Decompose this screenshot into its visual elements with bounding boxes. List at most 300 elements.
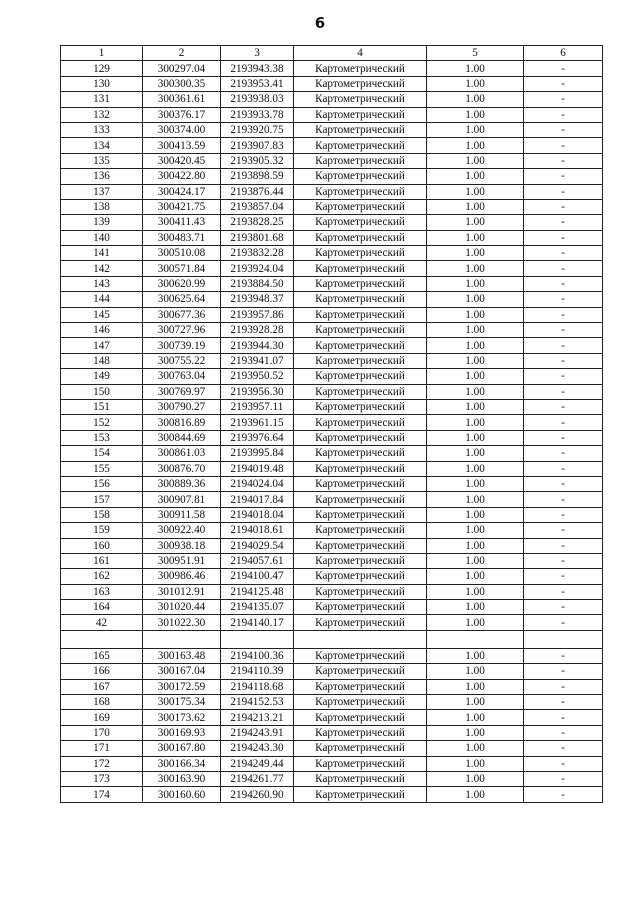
table-row: [61, 138, 603, 153]
description-cell: -: [524, 230, 603, 245]
accuracy-cell: 1.00: [427, 461, 524, 476]
table-row: [61, 353, 603, 368]
point-number-cell: 152: [61, 415, 143, 430]
method-cell: Картометрический: [294, 771, 427, 786]
y-coordinate-cell: 2193801.68: [221, 230, 294, 245]
x-coordinate-cell: 300361.61: [143, 92, 221, 107]
description-cell: -: [524, 184, 603, 199]
description-cell: -: [524, 664, 603, 679]
description-cell: -: [524, 246, 603, 261]
description-cell: -: [524, 725, 603, 740]
x-coordinate-cell: 300625.64: [143, 292, 221, 307]
method-cell: Картометрический: [294, 138, 427, 153]
x-coordinate-cell: 300727.96: [143, 323, 221, 338]
description-cell: -: [524, 523, 603, 538]
y-coordinate-cell: 2194100.47: [221, 569, 294, 584]
description-cell: -: [524, 169, 603, 184]
description-cell: -: [524, 369, 603, 384]
y-coordinate-cell: 2194029.54: [221, 538, 294, 553]
table-row: [61, 756, 603, 771]
y-coordinate-cell: 2193957.11: [221, 399, 294, 414]
x-coordinate-cell: 300172.59: [143, 679, 221, 694]
x-coordinate-cell: 300922.40: [143, 523, 221, 538]
point-number-cell: 146: [61, 323, 143, 338]
method-cell: Картометрический: [294, 76, 427, 91]
point-number-cell: 145: [61, 307, 143, 322]
point-number-cell: 159: [61, 523, 143, 538]
point-number-cell: 149: [61, 369, 143, 384]
description-cell: -: [524, 741, 603, 756]
point-number-cell: 143: [61, 276, 143, 291]
description-cell: -: [524, 538, 603, 553]
method-cell: Картометрический: [294, 492, 427, 507]
point-number-cell: 162: [61, 569, 143, 584]
method-cell: Картометрический: [294, 307, 427, 322]
description-cell: -: [524, 215, 603, 230]
table-row: [61, 415, 603, 430]
description-cell: -: [524, 492, 603, 507]
y-coordinate-cell: 2193956.30: [221, 384, 294, 399]
table-row: [61, 725, 603, 740]
accuracy-cell: 1.00: [427, 323, 524, 338]
description-cell: -: [524, 679, 603, 694]
point-number-cell: 134: [61, 138, 143, 153]
method-cell: Картометрический: [294, 600, 427, 615]
y-coordinate-cell: 2193907.83: [221, 138, 294, 153]
accuracy-cell: 1.00: [427, 169, 524, 184]
accuracy-cell: 1.00: [427, 276, 524, 291]
method-cell: Картометрический: [294, 725, 427, 740]
method-cell: Картометрический: [294, 741, 427, 756]
table-row: [61, 230, 603, 245]
x-coordinate-cell: 300816.89: [143, 415, 221, 430]
x-coordinate-cell: 300167.80: [143, 741, 221, 756]
point-number-cell: 158: [61, 507, 143, 522]
accuracy-cell: 1.00: [427, 523, 524, 538]
point-number-cell: 160: [61, 538, 143, 553]
point-number-cell: 169: [61, 710, 143, 725]
accuracy-cell: 1.00: [427, 741, 524, 756]
method-cell: Картометрический: [294, 153, 427, 168]
accuracy-cell: 1.00: [427, 476, 524, 491]
description-cell: -: [524, 600, 603, 615]
accuracy-cell: 1.00: [427, 584, 524, 599]
method-cell: Картометрический: [294, 446, 427, 461]
method-cell: Картометрический: [294, 710, 427, 725]
y-coordinate-cell: 2193953.41: [221, 76, 294, 91]
point-number-cell: 150: [61, 384, 143, 399]
description-cell: -: [524, 261, 603, 276]
y-coordinate-cell: 2194024.04: [221, 476, 294, 491]
table-row: [61, 323, 603, 338]
point-number-cell: 139: [61, 215, 143, 230]
x-coordinate-cell: 300510.08: [143, 246, 221, 261]
accuracy-cell: 1.00: [427, 92, 524, 107]
method-cell: Картометрический: [294, 122, 427, 137]
point-number-cell: 166: [61, 664, 143, 679]
point-number-cell: 161: [61, 553, 143, 568]
y-coordinate-cell: 2193832.28: [221, 246, 294, 261]
y-coordinate-cell: 2193920.75: [221, 122, 294, 137]
x-coordinate-cell: 300986.46: [143, 569, 221, 584]
method-cell: Картометрический: [294, 92, 427, 107]
method-cell: Картометрический: [294, 679, 427, 694]
y-coordinate-cell: 2193928.28: [221, 323, 294, 338]
x-coordinate-cell: 300951.91: [143, 553, 221, 568]
accuracy-cell: 1.00: [427, 153, 524, 168]
accuracy-cell: 1.00: [427, 107, 524, 122]
table-row: [61, 553, 603, 568]
table-row: [61, 664, 603, 679]
method-cell: Картометрический: [294, 461, 427, 476]
method-cell: Картометрический: [294, 261, 427, 276]
empty-cell: [524, 630, 603, 648]
x-coordinate-cell: 300376.17: [143, 107, 221, 122]
y-coordinate-cell: 2193961.15: [221, 415, 294, 430]
table-row: [61, 430, 603, 445]
method-cell: Картометрический: [294, 323, 427, 338]
point-number-cell: 135: [61, 153, 143, 168]
description-cell: -: [524, 553, 603, 568]
y-coordinate-cell: 2194152.53: [221, 695, 294, 710]
point-number-cell: 164: [61, 600, 143, 615]
table-row: [61, 153, 603, 168]
point-number-cell: 153: [61, 430, 143, 445]
method-cell: Картометрический: [294, 664, 427, 679]
point-number-cell: 170: [61, 725, 143, 740]
accuracy-cell: 1.00: [427, 725, 524, 740]
method-cell: Картометрический: [294, 276, 427, 291]
description-cell: -: [524, 307, 603, 322]
y-coordinate-cell: 2193884.50: [221, 276, 294, 291]
point-number-cell: 141: [61, 246, 143, 261]
description-cell: -: [524, 771, 603, 786]
accuracy-cell: 1.00: [427, 648, 524, 663]
point-number-cell: 142: [61, 261, 143, 276]
description-cell: -: [524, 710, 603, 725]
table-row: [61, 92, 603, 107]
table-row: [61, 584, 603, 599]
y-coordinate-cell: 2194017.84: [221, 492, 294, 507]
point-number-cell: 138: [61, 199, 143, 214]
method-cell: Картометрический: [294, 353, 427, 368]
y-coordinate-cell: 2194018.61: [221, 523, 294, 538]
table-row: [61, 246, 603, 261]
description-cell: -: [524, 122, 603, 137]
table-row: [61, 292, 603, 307]
description-cell: -: [524, 92, 603, 107]
x-coordinate-cell: 300163.90: [143, 771, 221, 786]
empty-cell: [427, 630, 524, 648]
empty-cell: [61, 630, 143, 648]
x-coordinate-cell: 301020.44: [143, 600, 221, 615]
table-row: [61, 507, 603, 522]
y-coordinate-cell: 2194125.48: [221, 584, 294, 599]
x-coordinate-cell: 300413.59: [143, 138, 221, 153]
x-coordinate-cell: 300300.35: [143, 76, 221, 91]
point-number-cell: 144: [61, 292, 143, 307]
description-cell: -: [524, 756, 603, 771]
table-row: [61, 771, 603, 786]
method-cell: Картометрический: [294, 169, 427, 184]
point-number-cell: 136: [61, 169, 143, 184]
y-coordinate-cell: 2193924.04: [221, 261, 294, 276]
point-number-cell: 165: [61, 648, 143, 663]
accuracy-cell: 1.00: [427, 787, 524, 802]
point-number-cell: 130: [61, 76, 143, 91]
table-row: [61, 523, 603, 538]
accuracy-cell: 1.00: [427, 446, 524, 461]
y-coordinate-cell: 2194100.36: [221, 648, 294, 663]
method-cell: Картометрический: [294, 553, 427, 568]
point-number-cell: 129: [61, 61, 143, 76]
x-coordinate-cell: 300861.03: [143, 446, 221, 461]
y-coordinate-cell: 2193876.44: [221, 184, 294, 199]
y-coordinate-cell: 2193950.52: [221, 369, 294, 384]
accuracy-cell: 1.00: [427, 292, 524, 307]
description-cell: -: [524, 476, 603, 491]
x-coordinate-cell: 300163.48: [143, 648, 221, 663]
description-cell: -: [524, 384, 603, 399]
y-coordinate-cell: 2194261.77: [221, 771, 294, 786]
point-number-cell: 174: [61, 787, 143, 802]
table-row: [61, 710, 603, 725]
accuracy-cell: 1.00: [427, 138, 524, 153]
description-cell: -: [524, 615, 603, 630]
accuracy-cell: 1.00: [427, 664, 524, 679]
y-coordinate-cell: 2194057.61: [221, 553, 294, 568]
y-coordinate-cell: 2193857.04: [221, 199, 294, 214]
point-number-cell: 167: [61, 679, 143, 694]
description-cell: -: [524, 76, 603, 91]
table-row: [61, 461, 603, 476]
table-row: [61, 76, 603, 91]
accuracy-cell: 1.00: [427, 569, 524, 584]
table-row: [61, 261, 603, 276]
accuracy-cell: 1.00: [427, 76, 524, 91]
table-row: [61, 307, 603, 322]
table-row: [61, 369, 603, 384]
accuracy-cell: 1.00: [427, 122, 524, 137]
description-cell: -: [524, 415, 603, 430]
point-number-cell: 157: [61, 492, 143, 507]
x-coordinate-cell: 300169.93: [143, 725, 221, 740]
column-header-6: 6: [524, 46, 603, 61]
accuracy-cell: 1.00: [427, 246, 524, 261]
x-coordinate-cell: 300844.69: [143, 430, 221, 445]
table-body: [61, 61, 603, 802]
empty-cell: [221, 630, 294, 648]
accuracy-cell: 1.00: [427, 399, 524, 414]
table-row: [61, 446, 603, 461]
method-cell: Картометрический: [294, 230, 427, 245]
table-row: [61, 384, 603, 399]
y-coordinate-cell: 2193944.30: [221, 338, 294, 353]
x-coordinate-cell: 300483.71: [143, 230, 221, 245]
point-number-cell: 155: [61, 461, 143, 476]
x-coordinate-cell: 300166.34: [143, 756, 221, 771]
y-coordinate-cell: 2193957.86: [221, 307, 294, 322]
description-cell: -: [524, 323, 603, 338]
point-number-cell: 172: [61, 756, 143, 771]
y-coordinate-cell: 2194118.68: [221, 679, 294, 694]
table-header-row: [61, 46, 603, 61]
page-number: 6: [314, 14, 326, 32]
y-coordinate-cell: 2194260.90: [221, 787, 294, 802]
y-coordinate-cell: 2194135.07: [221, 600, 294, 615]
x-coordinate-cell: 301022.30: [143, 615, 221, 630]
method-cell: Картометрический: [294, 756, 427, 771]
table-row: [61, 169, 603, 184]
point-number-cell: 151: [61, 399, 143, 414]
description-cell: -: [524, 399, 603, 414]
method-cell: Картометрический: [294, 246, 427, 261]
point-number-cell: 168: [61, 695, 143, 710]
column-header-1: 1: [61, 46, 143, 61]
accuracy-cell: 1.00: [427, 553, 524, 568]
table-row: [61, 787, 603, 802]
y-coordinate-cell: 2194019.48: [221, 461, 294, 476]
x-coordinate-cell: 300876.70: [143, 461, 221, 476]
accuracy-cell: 1.00: [427, 756, 524, 771]
accuracy-cell: 1.00: [427, 771, 524, 786]
method-cell: Картометрический: [294, 523, 427, 538]
y-coordinate-cell: 2194110.39: [221, 664, 294, 679]
method-cell: Картометрический: [294, 184, 427, 199]
point-number-cell: 156: [61, 476, 143, 491]
y-coordinate-cell: 2194018.04: [221, 507, 294, 522]
description-cell: -: [524, 292, 603, 307]
description-cell: -: [524, 276, 603, 291]
method-cell: Картометрический: [294, 787, 427, 802]
method-cell: Картометрический: [294, 199, 427, 214]
x-coordinate-cell: 300167.04: [143, 664, 221, 679]
y-coordinate-cell: 2193948.37: [221, 292, 294, 307]
x-coordinate-cell: 300571.84: [143, 261, 221, 276]
description-cell: -: [524, 199, 603, 214]
point-number-cell: 147: [61, 338, 143, 353]
description-cell: -: [524, 648, 603, 663]
description-cell: -: [524, 430, 603, 445]
table-row: [61, 569, 603, 584]
table-row: [61, 61, 603, 76]
table-row: [61, 741, 603, 756]
point-number-cell: 148: [61, 353, 143, 368]
x-coordinate-cell: 300907.81: [143, 492, 221, 507]
column-header-3: 3: [221, 46, 294, 61]
accuracy-cell: 1.00: [427, 369, 524, 384]
table-row: [61, 276, 603, 291]
method-cell: Картометрический: [294, 538, 427, 553]
table-row: [61, 122, 603, 137]
accuracy-cell: 1.00: [427, 215, 524, 230]
table-row: [61, 338, 603, 353]
accuracy-cell: 1.00: [427, 538, 524, 553]
point-number-cell: 163: [61, 584, 143, 599]
x-coordinate-cell: 300422.80: [143, 169, 221, 184]
table-row: [61, 399, 603, 414]
y-coordinate-cell: 2193933.78: [221, 107, 294, 122]
accuracy-cell: 1.00: [427, 507, 524, 522]
empty-cell: [294, 630, 427, 648]
point-number-cell: 154: [61, 446, 143, 461]
table-row: [61, 215, 603, 230]
method-cell: Картометрический: [294, 292, 427, 307]
x-coordinate-cell: 300424.17: [143, 184, 221, 199]
x-coordinate-cell: 300620.99: [143, 276, 221, 291]
column-header-4: 4: [294, 46, 427, 61]
accuracy-cell: 1.00: [427, 492, 524, 507]
x-coordinate-cell: 301012.91: [143, 584, 221, 599]
method-cell: Картометрический: [294, 215, 427, 230]
method-cell: Картометрический: [294, 430, 427, 445]
x-coordinate-cell: 300173.62: [143, 710, 221, 725]
x-coordinate-cell: 300421.75: [143, 199, 221, 214]
method-cell: Картометрический: [294, 569, 427, 584]
point-number-cell: 171: [61, 741, 143, 756]
x-coordinate-cell: 300790.27: [143, 399, 221, 414]
description-cell: -: [524, 338, 603, 353]
x-coordinate-cell: 300769.97: [143, 384, 221, 399]
x-coordinate-cell: 300160.60: [143, 787, 221, 802]
table-row: [61, 199, 603, 214]
method-cell: Картометрический: [294, 61, 427, 76]
accuracy-cell: 1.00: [427, 430, 524, 445]
method-cell: Картометрический: [294, 476, 427, 491]
method-cell: Картометрический: [294, 338, 427, 353]
y-coordinate-cell: 2193995.84: [221, 446, 294, 461]
method-cell: Картометрический: [294, 695, 427, 710]
method-cell: Картометрический: [294, 584, 427, 599]
point-number-cell: 133: [61, 122, 143, 137]
method-cell: Картометрический: [294, 107, 427, 122]
table-row: [61, 476, 603, 491]
description-cell: -: [524, 695, 603, 710]
accuracy-cell: 1.00: [427, 710, 524, 725]
y-coordinate-cell: 2193905.32: [221, 153, 294, 168]
description-cell: -: [524, 153, 603, 168]
description-cell: -: [524, 353, 603, 368]
method-cell: Картометрический: [294, 507, 427, 522]
table-row: [61, 492, 603, 507]
point-number-cell: 131: [61, 92, 143, 107]
accuracy-cell: 1.00: [427, 230, 524, 245]
description-cell: -: [524, 61, 603, 76]
description-cell: -: [524, 107, 603, 122]
column-header-2: 2: [143, 46, 221, 61]
point-number-cell: 42: [61, 615, 143, 630]
accuracy-cell: 1.00: [427, 307, 524, 322]
accuracy-cell: 1.00: [427, 199, 524, 214]
accuracy-cell: 1.00: [427, 338, 524, 353]
y-coordinate-cell: 2193976.64: [221, 430, 294, 445]
y-coordinate-cell: 2193828.25: [221, 215, 294, 230]
table-row: [61, 679, 603, 694]
description-cell: -: [524, 507, 603, 522]
description-cell: -: [524, 138, 603, 153]
x-coordinate-cell: 300420.45: [143, 153, 221, 168]
y-coordinate-cell: 2193938.03: [221, 92, 294, 107]
x-coordinate-cell: 300911.58: [143, 507, 221, 522]
point-number-cell: 132: [61, 107, 143, 122]
accuracy-cell: 1.00: [427, 261, 524, 276]
point-number-cell: 140: [61, 230, 143, 245]
table-row: [61, 615, 603, 630]
description-cell: -: [524, 584, 603, 599]
method-cell: Картометрический: [294, 648, 427, 663]
accuracy-cell: 1.00: [427, 415, 524, 430]
table-row: [61, 695, 603, 710]
